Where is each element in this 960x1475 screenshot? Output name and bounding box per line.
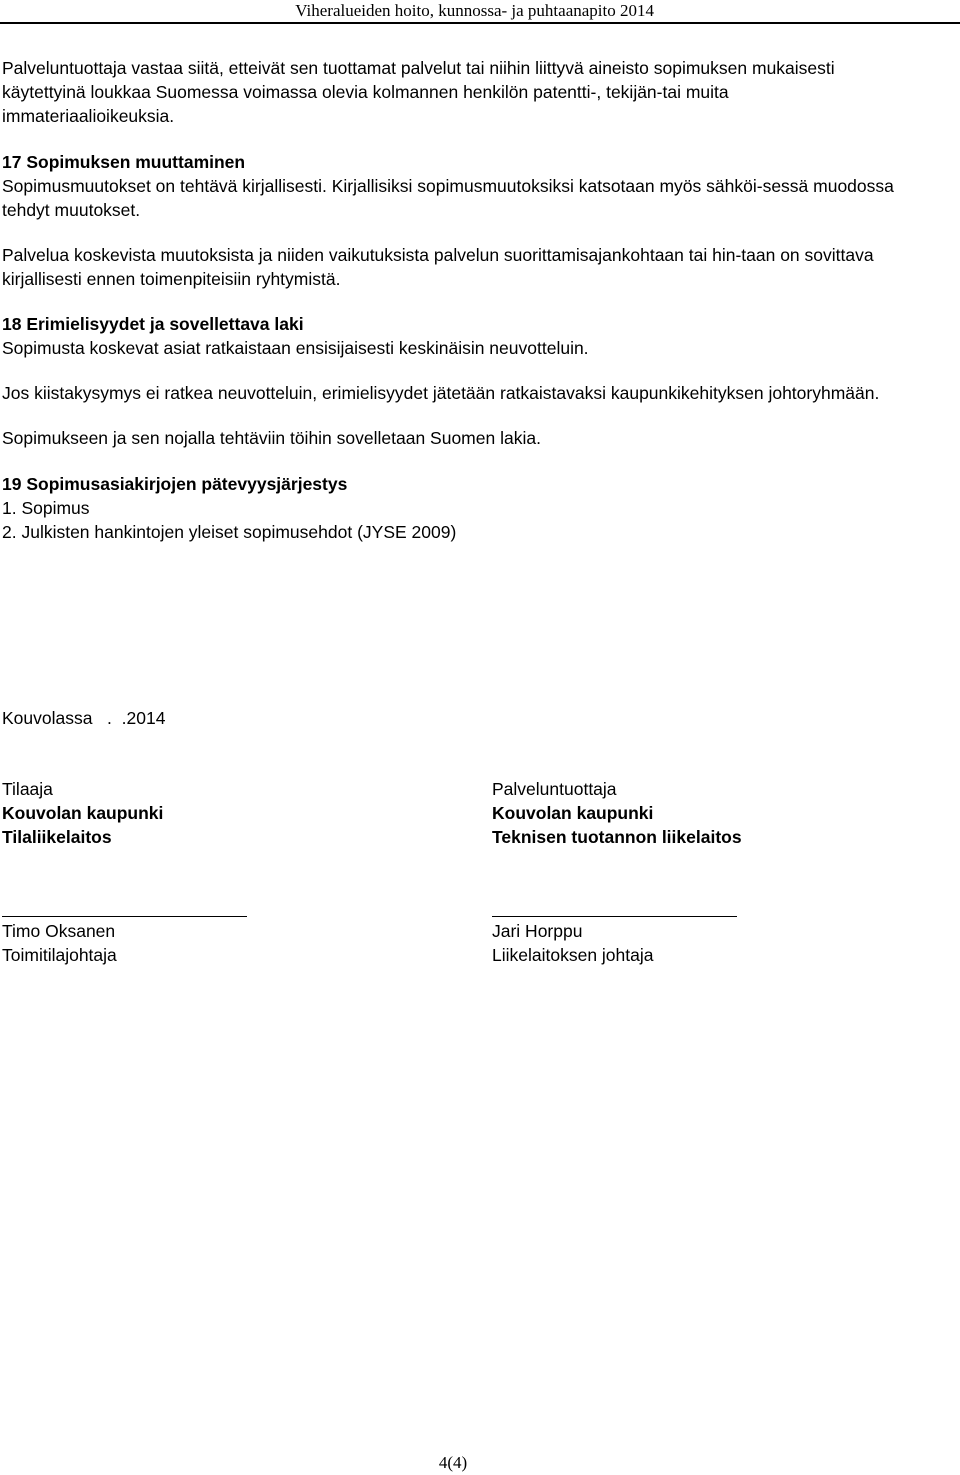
party-unit: Tilaliikelaitos [2, 827, 112, 847]
signer-name: Timo Oksanen [2, 921, 116, 941]
section-18-paragraph-2: Jos kiistakysymys ei ratkea neuvotteluin, erimielisyydet jätetään ratkaistavaksi kaupunkikehityksen johtoryhmään. [2, 383, 880, 403]
list-item: 2. Julkisten hankintojen yleiset sopimusehdot (JYSE 2009) [2, 522, 457, 542]
section-18-paragraph-3: Sopimukseen ja sen nojalla tehtäviin töihin sovelletaan Suomen lakia. [2, 428, 541, 448]
party-organization: Kouvolan kaupunki [492, 803, 654, 823]
section-18-heading: 18 Erimielisyydet ja sovellettava laki [2, 314, 304, 334]
signer-name: Jari Horppu [492, 921, 583, 941]
document-priority-list [2, 496, 902, 544]
signer-title: Toimitilajohtaja [2, 945, 117, 965]
section-17-heading: 17 Sopimuksen muuttaminen [2, 152, 246, 172]
header-title: Viheralueiden hoito, kunnossa- ja puhtaanapito 2014 [295, 1, 654, 20]
list-item: 1. Sopimus [2, 498, 90, 518]
signature-line-provider [492, 916, 737, 917]
place-and-date: Kouvolassa . .2014 [2, 708, 166, 728]
signer-title: Liikelaitoksen johtaja [492, 945, 654, 965]
signature-line-client [2, 916, 247, 917]
party-organization: Kouvolan kaupunki [2, 803, 164, 823]
party-provider [492, 777, 742, 849]
party-role: Tilaaja [2, 779, 53, 799]
party-unit: Teknisen tuotannon liikelaitos [492, 827, 742, 847]
section-18-paragraph-1: Sopimusta koskevat asiat ratkaistaan ensisijaisesti keskinäisin neuvotteluin. [2, 338, 589, 358]
section-19-heading: 19 Sopimusasiakirjojen pätevyysjärjestys [2, 474, 348, 494]
section-17-paragraph-1: Sopimusmuutokset on tehtävä kirjallisesti. Kirjallisiksi sopimusmuutoksiksi katsotaan myös sähköi-sessä muodossa tehdyt muutokset. [2, 176, 894, 220]
signer-provider [492, 919, 654, 967]
party-role: Palveluntuottaja [492, 779, 617, 799]
page-number: 4(4) [438, 1453, 468, 1472]
signer-client [2, 919, 117, 967]
page-header [0, 0, 960, 24]
document-body [2, 56, 902, 544]
intro-paragraph: Palveluntuottaja vastaa siitä, etteivät sen tuottamat palvelut tai niihin liittyvä aineisto sopimuksen mukaisesti käytettyinä loukkaa Suomessa voimassa olevia kolmannen henkilön patentti-, tekijän-tai muita immateriaalioikeuksia. [2, 58, 835, 126]
section-17-paragraph-2: Palvelua koskevista muutoksista ja niiden vaikutuksista palvelun suorittamisajankohtaan tai hin-taan on sovittava kirjallisesti ennen toimenpiteisiin ryhtymistä. [2, 245, 874, 289]
party-client [2, 777, 163, 849]
